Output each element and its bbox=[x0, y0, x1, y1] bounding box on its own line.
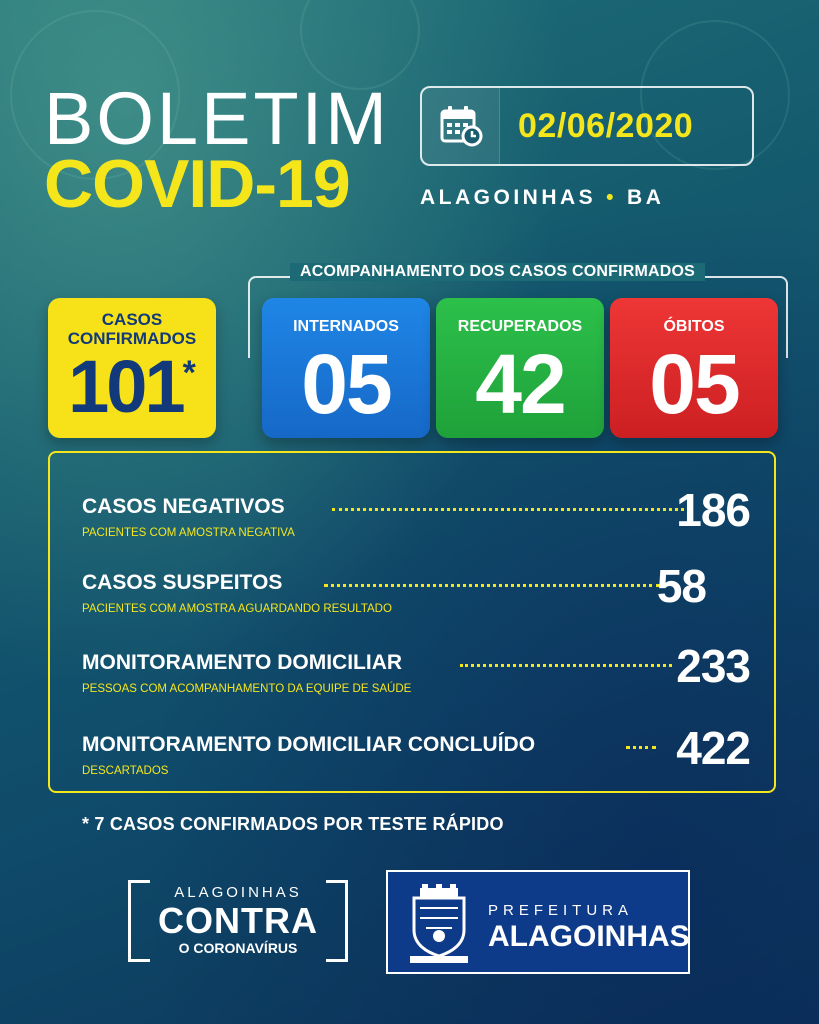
detail-subtitle: PACIENTES COM AMOSTRA AGUARDANDO RESULTADO bbox=[82, 603, 392, 615]
detail-row-home-monitoring bbox=[82, 640, 750, 711]
deaths-label: ÓBITOS bbox=[663, 318, 725, 335]
detail-value: 186 bbox=[676, 484, 750, 536]
detail-subtitle: DESCARTADOS bbox=[82, 765, 169, 777]
detail-row-suspect bbox=[82, 560, 750, 631]
campaign-logo bbox=[128, 880, 348, 962]
campaign-line1: ALAGOINHAS bbox=[174, 884, 302, 901]
dotted-leader bbox=[324, 584, 660, 587]
title-covid: COVID-19 bbox=[44, 146, 350, 222]
confirmed-label-line2: CONFIRMADOS bbox=[67, 329, 197, 348]
details-panel bbox=[48, 451, 776, 793]
hospitalized-card bbox=[262, 298, 430, 438]
detail-value: 233 bbox=[676, 640, 750, 692]
confirmed-label-line1: CASOS bbox=[101, 310, 163, 329]
recovered-value: 42 bbox=[475, 337, 565, 431]
prefeitura-label: PREFEITURA bbox=[488, 902, 634, 919]
confirmed-value bbox=[48, 345, 216, 428]
detail-row-home-monitoring-done bbox=[82, 722, 750, 793]
prefeitura-city: ALAGOINHAS bbox=[488, 920, 690, 953]
title-boletim: BOLETIM bbox=[44, 77, 390, 160]
campaign-line2: CONTRA bbox=[158, 900, 318, 941]
prefeitura-logo bbox=[386, 870, 690, 974]
report-date: 02/06/2020 bbox=[518, 106, 694, 145]
city-seal-icon bbox=[406, 884, 472, 964]
dotted-leader bbox=[460, 664, 672, 667]
detail-value: 422 bbox=[676, 722, 750, 774]
detail-name: CASOS NEGATIVOS bbox=[82, 495, 285, 518]
city-name: ALAGOINHAS bbox=[420, 186, 597, 209]
confirmed-card bbox=[48, 298, 216, 438]
recovered-card bbox=[436, 298, 604, 438]
deaths-card bbox=[610, 298, 778, 438]
state-name: BA bbox=[627, 186, 665, 209]
detail-subtitle: PESSOAS COM ACOMPANHAMENTO DA EQUIPE DE SAÚDE bbox=[82, 683, 412, 695]
city-label bbox=[420, 186, 760, 210]
dotted-leader bbox=[626, 746, 656, 749]
deaths-value: 05 bbox=[649, 337, 739, 431]
separator-dot: • bbox=[606, 186, 618, 209]
date-box bbox=[420, 86, 754, 166]
detail-row-negative bbox=[82, 484, 750, 555]
recovered-label: RECUPERADOS bbox=[457, 318, 583, 335]
confirmed-label bbox=[48, 298, 216, 348]
hospitalized-label: INTERNADOS bbox=[293, 318, 399, 335]
hospitalized-value: 05 bbox=[301, 337, 391, 431]
detail-name: MONITORAMENTO DOMICILIAR CONCLUÍDO bbox=[82, 733, 536, 756]
detail-value: 58 bbox=[656, 560, 706, 612]
campaign-line3: O CORONAVÍRUS bbox=[178, 940, 298, 956]
footnote: * 7 CASOS CONFIRMADOS POR TESTE RÁPIDO bbox=[82, 814, 504, 834]
detail-name: MONITORAMENTO DOMICILIAR bbox=[82, 651, 403, 674]
confirmed-asterisk: * bbox=[182, 354, 196, 392]
calendar-clock-icon bbox=[422, 88, 500, 164]
tracking-title: ACOMPANHAMENTO DOS CASOS CONFIRMADOS bbox=[290, 263, 705, 281]
dotted-leader bbox=[332, 508, 684, 511]
detail-subtitle: PACIENTES COM AMOSTRA NEGATIVA bbox=[82, 527, 295, 539]
detail-name: CASOS SUSPEITOS bbox=[82, 571, 283, 594]
confirmed-number: 101 bbox=[68, 345, 183, 428]
